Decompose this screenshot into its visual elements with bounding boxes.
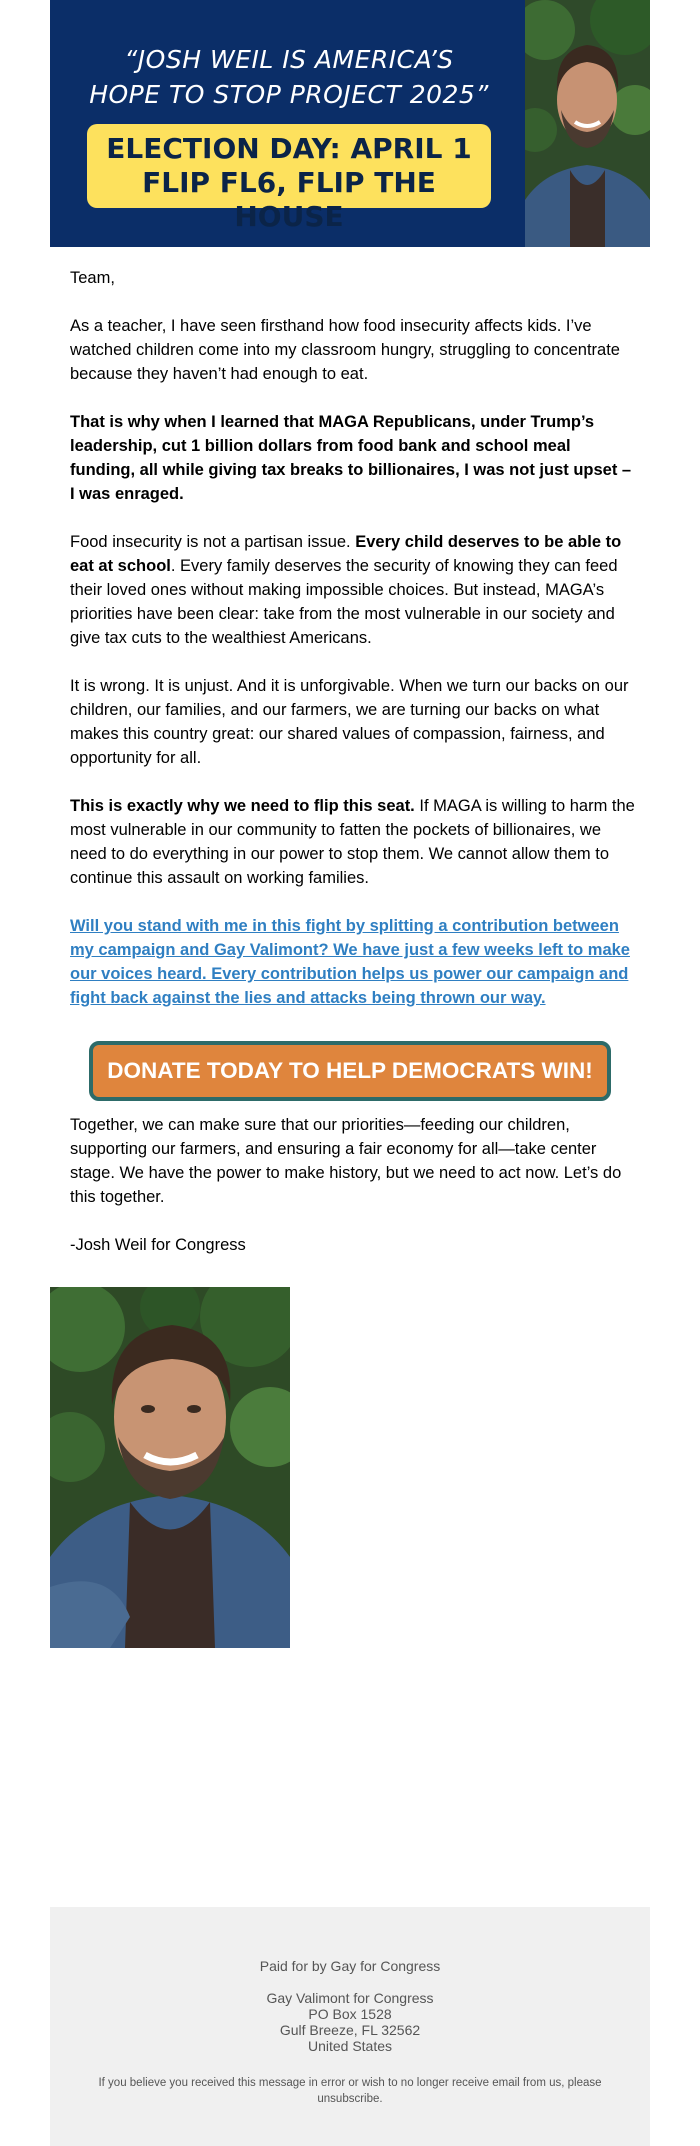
- hero-banner[interactable]: [50, 0, 650, 247]
- election-day-line: ELECTION DAY: APRIL 1: [106, 132, 472, 165]
- mailing-address: [50, 1990, 650, 2054]
- election-day-box: [87, 124, 491, 233]
- flip-house-line: FLIP FL6, FLIP THE HOUSE: [142, 166, 436, 233]
- footer: [50, 1907, 650, 2146]
- paragraph-unjust: It is wrong. It is unjust. And it is unforgivable. When we turn our backs on our children, our families, and our farmers, we are turning our backs on what makes this country great: our shared values of compassion, fairness, and opportunity for all.: [70, 677, 629, 767]
- paid-for-disclaimer: Paid for by Gay for Congress: [259, 1958, 441, 1974]
- emphasis-text: Every child deserves to be able to eat at school: [70, 533, 622, 575]
- text-segment: . Every family deserves the security of knowing they can feed their loved ones without making impossible choices. But instead, MAGA’s priorities have been clear: take from the most vulnerable in our society and give tax cuts to the wealthiest Americans.: [70, 557, 618, 647]
- paragraph-enraged: That is why when I learned that MAGA Republicans, under Trump’s leadership, cut 1 billion dollars from food bank and school meal funding, all while giving tax breaks to billionaires, I was not just upset – I was enraged.: [70, 413, 632, 503]
- paragraph-together: Together, we can make sure that our priorities—feeding our children, supporting our farmers, and ensuring a fair economy for all—take center stage. We have the power to make history, but we need to act now. Let’s do this together.: [70, 1116, 622, 1206]
- greeting: Team,: [70, 269, 115, 287]
- candidate-portrait: [525, 0, 650, 247]
- paragraph-flip-seat: [70, 794, 635, 890]
- signoff: -Josh Weil for Congress: [70, 1236, 246, 1254]
- text-segment: Food insecurity is not a partisan issue.: [70, 533, 356, 551]
- contribution-link[interactable]: Will you stand with me in this fight by splitting a contribution between my campaign and Gay Valimont? We have just a few weeks left to make our voices heard. Every contribution helps us power our campaign and fight back against the lies and attacks being thrown our way.: [70, 917, 630, 1007]
- city-state-zip: Gulf Breeze, FL 32562: [279, 2022, 421, 2038]
- unsubscribe-notice[interactable]: If you believe you received this message in error or wish to no longer receive email from us, please unsubscribe.: [98, 2077, 602, 2105]
- candidate-photo: [50, 1287, 290, 1648]
- paragraph-food-insecurity: [70, 530, 635, 650]
- po-box: PO Box 1528: [308, 2006, 392, 2022]
- org-name: Gay Valimont for Congress: [266, 1990, 434, 2006]
- hero-quote-line: “JOSH WEIL IS AMERICA’S: [124, 45, 454, 74]
- donate-button[interactable]: DONATE TODAY TO HELP DEMOCRATS WIN!: [89, 1041, 611, 1101]
- email-container: [50, 0, 650, 2105]
- hero-quote-line: HOPE TO STOP PROJECT 2025”: [89, 80, 489, 109]
- emphasis-text: This is exactly why we need to flip this seat.: [70, 797, 415, 815]
- hero-quote: [50, 42, 528, 112]
- text-segment: If MAGA is willing to harm the most vulnerable in our community to fatten the pockets of billionaires, we need to do everything in our power to stop them. We cannot allow them to continue this assault on working families.: [70, 797, 635, 887]
- paragraph-intro: As a teacher, I have seen firsthand how food insecurity affects kids. I’ve watched children come into my classroom hungry, struggling to concentrate because they haven’t had enough to eat.: [70, 317, 620, 383]
- country: United States: [307, 2038, 393, 2054]
